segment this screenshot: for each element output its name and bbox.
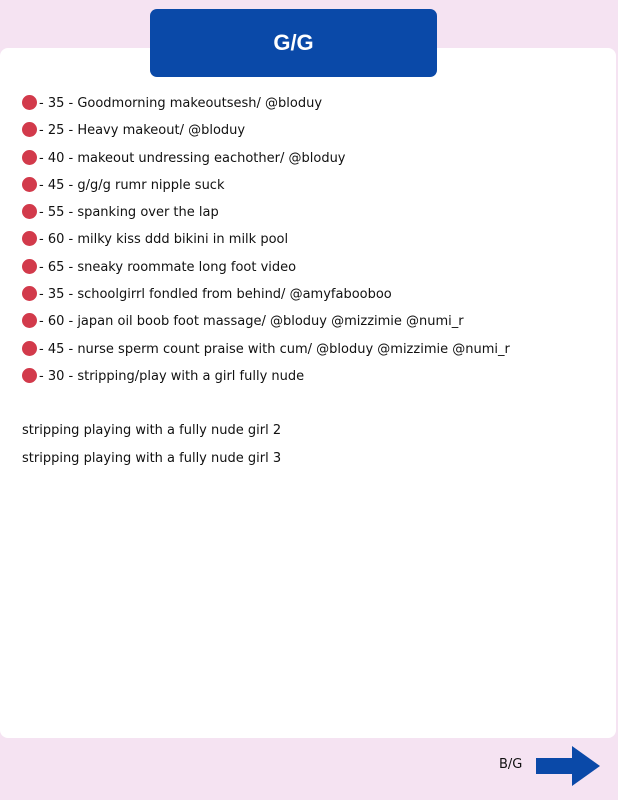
bullet-dot-icon bbox=[22, 313, 37, 328]
bullet-dot-icon bbox=[22, 341, 37, 356]
bullet-dot-icon bbox=[22, 95, 37, 110]
list-item-text: - 45 - nurse sperm count praise with cum/ @bloduy @mizzimie @numi_r bbox=[39, 341, 510, 357]
list-item-text: - 40 - makeout undressing eachother/ @bloduy bbox=[39, 150, 346, 166]
extra-line: stripping playing with a fully nude girl 3 bbox=[22, 450, 282, 466]
list-item bbox=[22, 226, 602, 253]
list-item bbox=[22, 145, 602, 172]
right-arrow-icon[interactable] bbox=[536, 746, 600, 786]
list-item bbox=[22, 281, 602, 308]
list-item-text: - 30 - stripping/play with a girl fully nude bbox=[39, 368, 305, 384]
list-item-text: - 65 - sneaky roommate long foot video bbox=[39, 259, 297, 275]
video-list bbox=[22, 90, 602, 472]
list-item bbox=[22, 117, 602, 144]
list-item-text: - 60 - japan oil boob foot massage/ @bloduy @mizzimie @numi_r bbox=[39, 314, 464, 330]
list-item-text: - 35 - Goodmorning makeoutsesh/ @bloduy bbox=[39, 96, 323, 111]
list-item-text: - 35 - schoolgirrl fondled from behind/ @amyfabooboo bbox=[39, 287, 392, 303]
list-item-text: - 60 - milky kiss ddd bikini in milk pool bbox=[39, 232, 289, 248]
bullet-dot-icon bbox=[22, 368, 37, 383]
page-title: G/G bbox=[150, 9, 437, 77]
list-item-text: - 25 - Heavy makeout/ @bloduy bbox=[39, 123, 246, 139]
bullet-dot-icon bbox=[22, 150, 37, 165]
list-item bbox=[22, 254, 602, 281]
extra-line: stripping playing with a fully nude girl 2 bbox=[22, 423, 282, 439]
list-spacer bbox=[22, 390, 602, 417]
list-item bbox=[22, 199, 602, 226]
next-page-label[interactable]: B/G bbox=[499, 757, 523, 772]
bullet-dot-icon bbox=[22, 177, 37, 192]
bullet-dot-icon bbox=[22, 122, 37, 137]
bullet-dot-icon bbox=[22, 204, 37, 219]
list-item bbox=[22, 172, 602, 199]
bullet-dot-icon bbox=[22, 286, 37, 301]
list-item-text: - 55 - spanking over the lap bbox=[39, 205, 219, 221]
list-item bbox=[22, 363, 602, 390]
list-item bbox=[22, 308, 602, 335]
bullet-dot-icon bbox=[22, 231, 37, 246]
list-item bbox=[22, 336, 602, 363]
bullet-dot-icon bbox=[22, 259, 37, 274]
list-item-text: - 45 - g/g/g rumr nipple suck bbox=[39, 177, 225, 193]
list-item bbox=[22, 90, 602, 117]
